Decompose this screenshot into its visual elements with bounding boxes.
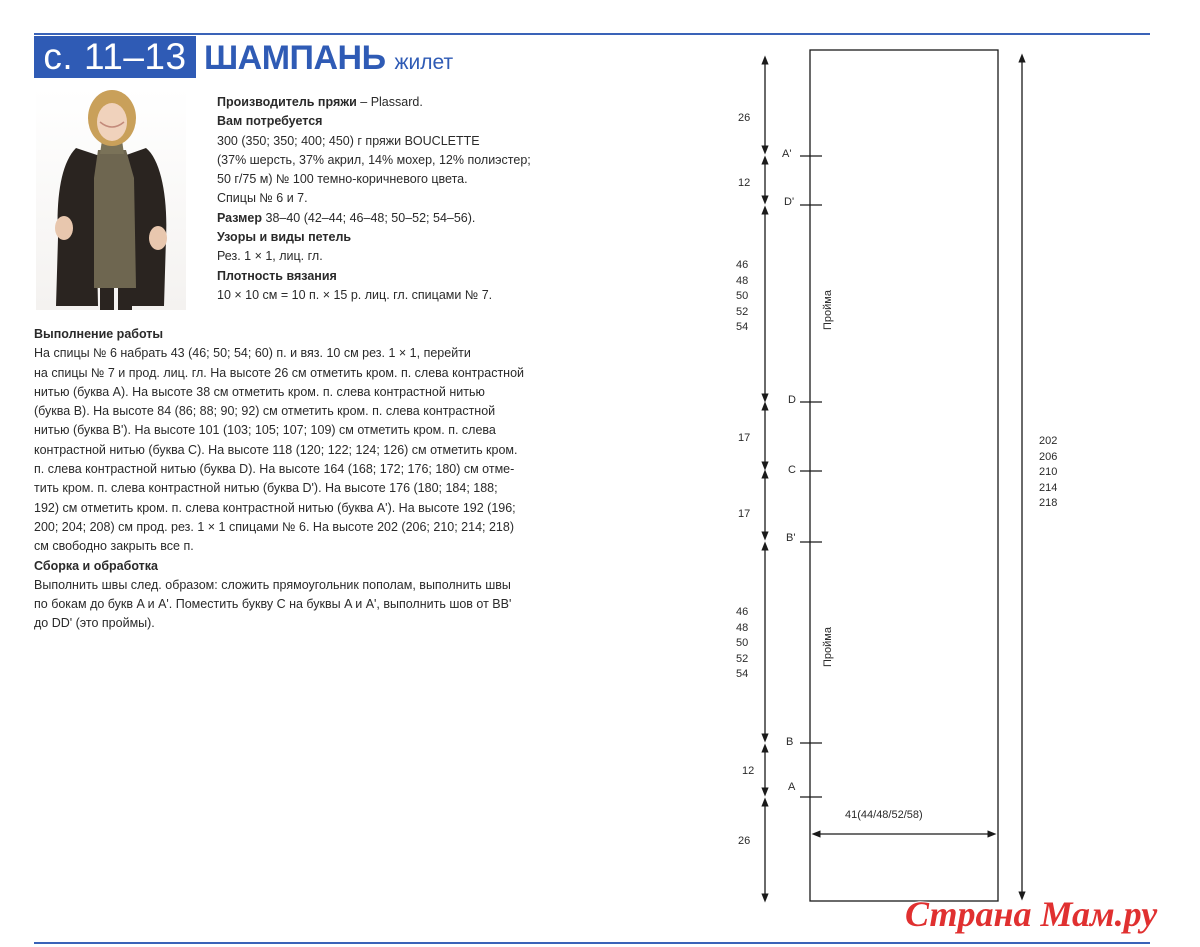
size-value: 48 [736, 621, 749, 634]
instructions-block [34, 325, 594, 634]
length-value: 218 [1039, 497, 1058, 509]
dim-17-upper: 17 [738, 432, 751, 444]
footer-rule [34, 942, 1150, 944]
dim-12-bottom: 12 [742, 765, 755, 777]
width-label: 41(44/48/52/58) [845, 809, 923, 821]
marker-d-prime: D' [784, 196, 795, 208]
work-line: тить кром. п. слева контрастной нитью (буква D'). На высоте 176 (180; 184; 188; [34, 481, 498, 496]
size-value: 48 [736, 274, 749, 287]
size-value: 52 [736, 305, 749, 318]
yarn-maker-value: – Plassard. [356, 95, 423, 109]
assembly-line: Выполнить швы след. образом: сложить прямоугольник пополам, выполнить швы [34, 577, 511, 592]
size-value: 46 [736, 606, 749, 618]
work-line: 200; 204; 208) см прод. рез. 1 × 1 спицами № 6. На высоте 202 (206; 210; 214; 218) [34, 519, 514, 534]
size-value: 54 [736, 321, 749, 333]
work-line: контрастной нитью (буква C). На высоте 118 (120; 122; 124; 126) см отметить кром. [34, 442, 518, 457]
you-need-label: Вам потребуется [217, 114, 323, 129]
size-value: 50 [736, 637, 749, 649]
model-photo [36, 88, 186, 310]
size-label: Размер [217, 210, 263, 225]
you-need-line: 300 (350; 350; 400; 450) г пряжи BOUCLETTE [217, 133, 480, 148]
dim-12-top: 12 [738, 177, 751, 189]
pattern-schematic [700, 40, 1100, 945]
yarn-maker-line [217, 93, 607, 112]
marker-a-prime: A' [782, 148, 792, 160]
length-value: 206 [1039, 450, 1058, 463]
materials-block [217, 93, 607, 305]
assembly-line: по бокам до букв A и A'. Поместить букву C на буквы A и A', выполнить шов от BB' [34, 597, 512, 612]
size-value: 50 [736, 290, 749, 302]
marker-a: A [788, 781, 796, 793]
size-value: 52 [736, 652, 749, 665]
marker-c: C [788, 464, 796, 476]
dim-26-bottom: 26 [738, 835, 751, 847]
size-value: 46 [736, 259, 749, 271]
length-value: 210 [1039, 466, 1058, 478]
assembly-line: до DD' (это проймы). [34, 616, 155, 631]
dim-26-top: 26 [738, 112, 751, 124]
work-line: нитью (буква A). На высоте 38 см отметить кром. п. слева контрастной нитью [34, 384, 485, 399]
site-watermark: Страна Мам.ру [905, 894, 1158, 934]
you-need-line: 50 г/75 м) № 100 темно-коричневого цвета. [217, 172, 468, 187]
length-value: 214 [1039, 481, 1058, 494]
size-line [217, 209, 607, 228]
work-line: 192) см отметить кром. п. слева контрастной нитью (буква A'). На высоте 192 (196; [34, 500, 516, 515]
pattern-name: ШАМПАНЬ [204, 39, 386, 77]
page-reference: с. 11–13 [43, 36, 187, 77]
work-line: На спицы № 6 набрать 43 (46; 50; 54; 60) п. и вяз. 10 см рез. 1 × 1, перейти [34, 346, 471, 361]
gauge-label: Плотность вязания [217, 268, 337, 283]
total-length-values [1039, 434, 1057, 512]
header-rule [34, 33, 1150, 35]
gauge-value: 10 × 10 см = 10 п. × 15 р. лиц. гл. спицами № 7. [217, 287, 493, 302]
you-need-line: Спицы № 6 и 7. [217, 191, 308, 206]
work-heading: Выполнение работы [34, 327, 164, 341]
marker-d: D [788, 394, 796, 406]
vest-rectangle [810, 50, 998, 901]
you-need-line: (37% шерсть, 37% акрил, 14% мохер, 12% полиэстер; [217, 152, 531, 167]
marker-b: B [786, 736, 794, 748]
armhole-label-bottom: Пройма [822, 627, 834, 667]
dim-17-lower: 17 [738, 508, 751, 520]
size-value: 38–40 (42–44; 46–48; 50–52; 54–56). [262, 210, 476, 225]
dim-sizes-top [736, 258, 748, 336]
page-reference-badge [34, 36, 196, 78]
armhole-label-top: Пройма [822, 290, 834, 330]
patterns-label: Узоры и виды петель [217, 230, 352, 245]
marker-b-prime: B' [786, 532, 796, 544]
dim-sizes-bottom [736, 605, 748, 683]
assembly-heading: Сборка и обработка [34, 558, 159, 573]
patterns-value: Рез. 1 × 1, лиц. гл. [217, 249, 323, 264]
work-line: на спицы № 7 и прод. лиц. гл. На высоте 26 см отметить кром. п. слева контрастной [34, 365, 525, 380]
pattern-type: жилет [394, 51, 454, 74]
size-value: 54 [736, 668, 749, 680]
pattern-title [204, 40, 453, 81]
yarn-maker-label: Производитель пряжи [217, 95, 357, 109]
work-line: см свободно закрыть все п. [34, 539, 194, 554]
work-line: нитью (буква B'). На высоте 101 (103; 105; 107; 109) см отметить кром. п. слева [34, 423, 496, 438]
work-line: п. слева контрастной нитью (буква D). На высоте 164 (168; 172; 176; 180) см отме- [34, 462, 515, 477]
length-value: 202 [1039, 435, 1058, 447]
work-line: (буква B). На высоте 84 (86; 88; 90; 92) см отметить кром. п. слева контрастной [34, 404, 496, 419]
